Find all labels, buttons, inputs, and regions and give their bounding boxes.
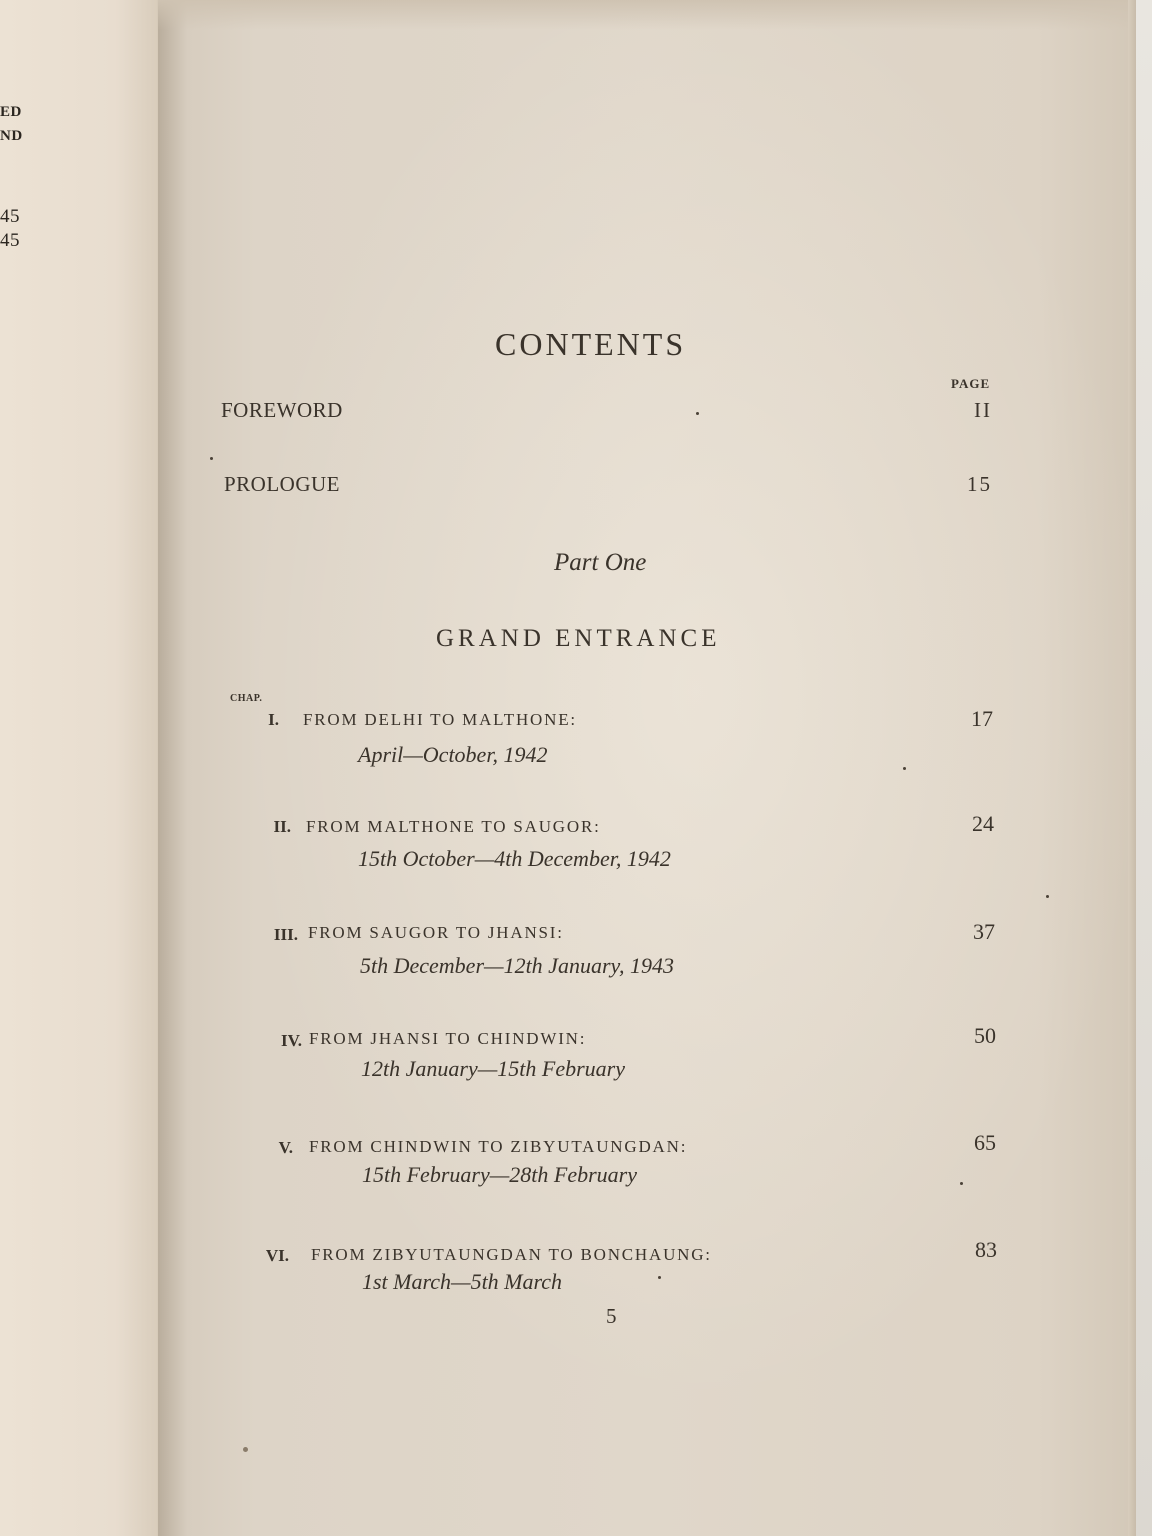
page-column-header: PAGE [951,376,991,391]
chapter-page: 50 [974,1023,996,1048]
left-page-fragment: 45 [0,230,20,251]
chapter-number: IV. [281,1031,302,1050]
paper-speck [658,1276,661,1279]
part-title: GRAND ENTRANCE [436,625,721,652]
chapter-title: FROM ZIBYUTAUNGDAN TO BONCHAUNG: [311,1245,712,1264]
chapter-page: 24 [972,811,994,836]
chapter-dates: April—October, 1942 [358,742,548,767]
chapter-number: VI. [265,1246,289,1265]
chapter-number: V. [278,1138,293,1157]
paper-speck [1046,895,1049,898]
chapter-page: 17 [971,706,993,731]
chapter-page: 37 [973,919,995,944]
chapter-dates: 15th October—4th December, 1942 [358,846,671,871]
chapter-page: 83 [975,1237,997,1262]
chapter-dates: 5th December—12th January, 1943 [360,953,675,978]
front-matter-foreword-page: II [974,398,992,422]
chapter-dates: 1st March—5th March [362,1269,563,1294]
chapter-title: FROM CHINDWIN TO ZIBYUTAUNGDAN: [309,1137,688,1156]
paper-speck [903,767,906,770]
chapter-number: I. [268,710,279,729]
chapter-column-header: CHAP. [230,693,263,704]
page-edge [1128,0,1136,1536]
contents-title: CONTENTS [495,326,687,362]
chapter-page: 65 [974,1130,996,1155]
contents-page [158,0,1136,1536]
chapter-title: FROM JHANSI TO CHINDWIN: [309,1029,587,1048]
left-page [0,0,165,1536]
chapter-title: FROM SAUGOR TO JHANSI: [308,923,564,942]
paper-speck [243,1447,248,1452]
front-matter-prologue-label: PROLOGUE [224,472,341,496]
page-folio: 5 [606,1304,617,1328]
left-page-fragment: 45 [0,206,20,227]
chapter-number: III. [273,925,298,944]
front-matter-prologue-page: 15 [967,472,992,496]
chapter-dates: 12th January—15th February [361,1056,625,1081]
chapter-title: FROM DELHI TO MALTHONE: [303,710,577,729]
chapter-title: FROM MALTHONE TO SAUGOR: [306,817,601,836]
paper-speck [696,412,699,415]
part-label: Part One [554,549,647,576]
paper-speck [210,457,213,460]
paper-speck [960,1182,963,1185]
chapter-dates: 15th February—28th February [362,1162,637,1187]
left-page-fragment: ND [0,128,23,144]
front-matter-foreword-label: FOREWORD [221,398,343,422]
left-page-fragment: ED [0,104,22,120]
chapter-number: II. [273,817,291,836]
